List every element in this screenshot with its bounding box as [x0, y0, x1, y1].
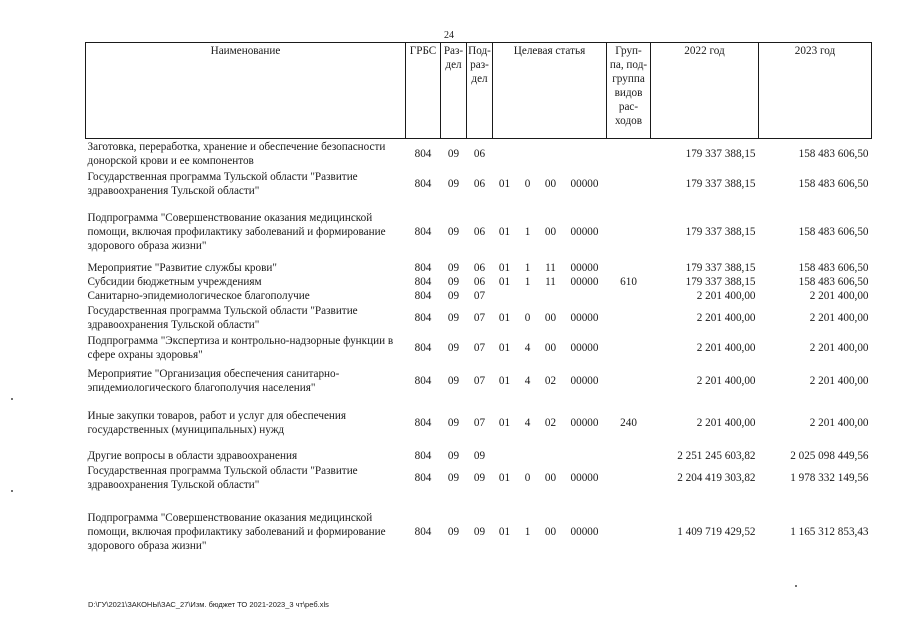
cell-razdel: 09 [447, 290, 460, 302]
table-row [86, 441, 872, 463]
cell-target-event [539, 441, 563, 463]
cell-amount-2022: 179 337 388,15 [685, 262, 756, 274]
cell-target-direction: 00000 [570, 342, 599, 354]
cell-target-program: 01 [498, 276, 511, 288]
header-grbs: ГРБС [406, 43, 441, 139]
cell-target-program: 01 [498, 526, 511, 538]
cell-target-program [493, 441, 517, 463]
cell-target-event: 00 [544, 312, 557, 324]
cell-razdel: 09 [447, 226, 460, 238]
cell-grbs: 804 [414, 417, 432, 429]
cell-target-event: 02 [544, 417, 557, 429]
cell-target-direction: 00000 [570, 417, 599, 429]
cell-name: Иные закупки товаров, работ и услуг для обеспечения государственных (муниципальных) нужд [87, 410, 347, 436]
cell-expense-group [607, 289, 651, 303]
cell-target-subprogram: 0 [524, 178, 531, 190]
cell-amount-2022: 2 204 419 303,82 [677, 472, 756, 484]
cell-amount-2022: 179 337 388,15 [685, 276, 756, 288]
cell-expense-group [607, 441, 651, 463]
cell-razdel: 09 [447, 375, 460, 387]
cell-expense-group [607, 303, 651, 333]
cell-amount-2022: 2 201 400,00 [696, 342, 756, 354]
table-row [86, 169, 872, 199]
cell-target-event: 00 [544, 178, 557, 190]
cell-target-subprogram: 0 [524, 312, 531, 324]
cell-razdel: 09 [447, 148, 460, 160]
cell-grbs: 804 [414, 226, 432, 238]
cell-target-program: 01 [498, 262, 511, 274]
cell-name: Государственная программа Тульской области "Развитие здравоохранения Тульской области" [87, 171, 358, 197]
header-razdel: Раз- дел [441, 43, 467, 139]
cell-target-program [493, 289, 517, 303]
cell-target-subprogram [517, 441, 539, 463]
cell-razdel: 09 [447, 450, 460, 462]
table-row [86, 289, 872, 303]
cell-expense-group [607, 169, 651, 199]
cell-name: Подпрограмма "Экспертиза и контрольно-надзорные функции в сфере охраны здоровья" [87, 335, 394, 361]
cell-target-subprogram [517, 289, 539, 303]
cell-target-event: 11 [545, 262, 556, 274]
cell-grbs: 804 [414, 312, 432, 324]
cell-expense-group [607, 363, 651, 399]
cell-podrazdel: 06 [473, 276, 486, 288]
cell-podrazdel: 09 [473, 450, 486, 462]
cell-name: Мероприятие "Развитие службы крови" [87, 262, 277, 274]
cell-podrazdel: 07 [473, 342, 486, 354]
cell-podrazdel: 06 [473, 262, 486, 274]
cell-amount-2023: 158 483 606,50 [798, 226, 869, 238]
cell-target-event [539, 139, 563, 170]
table-row [86, 493, 872, 557]
cell-podrazdel: 07 [473, 375, 486, 387]
cell-expense-group [607, 199, 651, 261]
cell-expense-group [607, 493, 651, 557]
cell-target-event: 02 [544, 375, 557, 387]
cell-podrazdel: 06 [473, 178, 486, 190]
cell-target-program: 01 [498, 375, 511, 387]
cell-podrazdel: 09 [473, 472, 486, 484]
table-row [86, 399, 872, 441]
table-body [86, 139, 872, 558]
table-row [86, 463, 872, 493]
cell-razdel: 09 [447, 262, 460, 274]
table-row [86, 261, 872, 275]
cell-razdel: 09 [447, 526, 460, 538]
header-year-2023: 2023 год [759, 43, 872, 139]
cell-target-subprogram: 0 [524, 472, 531, 484]
cell-grbs: 804 [414, 450, 432, 462]
cell-amount-2023: 158 483 606,50 [798, 276, 869, 288]
cell-name: Заготовка, переработка, хранение и обеспечение безопасности донорской крови и ее компонентов [87, 141, 386, 167]
cell-target-program: 01 [498, 226, 511, 238]
cell-grbs: 804 [414, 178, 432, 190]
cell-razdel: 09 [447, 312, 460, 324]
cell-target-program [493, 139, 517, 170]
cell-amount-2022: 2 201 400,00 [696, 417, 756, 429]
scan-speck [795, 585, 797, 587]
cell-amount-2022: 2 201 400,00 [696, 375, 756, 387]
cell-target-event: 00 [544, 226, 557, 238]
table-row [86, 333, 872, 363]
cell-amount-2023: 158 483 606,50 [798, 178, 869, 190]
cell-grbs: 804 [414, 472, 432, 484]
cell-expense-group [607, 463, 651, 493]
cell-target-subprogram: 1 [524, 526, 531, 538]
cell-target-program: 01 [498, 312, 511, 324]
cell-podrazdel: 09 [473, 526, 486, 538]
cell-target-subprogram [517, 139, 539, 170]
scan-speck [11, 398, 13, 400]
cell-podrazdel: 07 [473, 312, 486, 324]
cell-target-subprogram: 4 [524, 417, 531, 429]
cell-amount-2022: 179 337 388,15 [685, 226, 756, 238]
cell-target-subprogram: 4 [524, 342, 531, 354]
cell-name: Санитарно-эпидемиологическое благополучие [87, 290, 310, 302]
cell-expense-group: 610 [620, 276, 637, 288]
header-name: Наименование [86, 43, 406, 139]
cell-target-subprogram: 1 [524, 226, 531, 238]
scan-speck [11, 490, 13, 492]
table-row [86, 199, 872, 261]
header-year-2022: 2022 год [651, 43, 759, 139]
cell-grbs: 804 [414, 526, 432, 538]
cell-target-event: 00 [544, 342, 557, 354]
cell-target-direction: 00000 [570, 226, 599, 238]
header-podrazdel: Под- раз- дел [467, 43, 493, 139]
cell-target-subprogram: 1 [524, 262, 531, 274]
cell-expense-group [607, 333, 651, 363]
cell-amount-2022: 179 337 388,15 [685, 178, 756, 190]
cell-target-program: 01 [498, 417, 511, 429]
footer-file-path: D:\ГУ\2021\ЗАКОНЫ\ЗАС_27\Изм. бюджет ТО 2021-2023_3 чт\реб.xls [88, 600, 329, 609]
cell-target-direction [563, 441, 607, 463]
cell-grbs: 804 [414, 342, 432, 354]
table-row [86, 363, 872, 399]
budget-table [85, 42, 872, 557]
cell-target-subprogram: 1 [524, 276, 531, 288]
cell-target-direction: 00000 [570, 178, 599, 190]
cell-amount-2023: 158 483 606,50 [798, 148, 869, 160]
cell-razdel: 09 [447, 276, 460, 288]
cell-amount-2022: 1 409 719 429,52 [677, 526, 756, 538]
cell-amount-2023: 2 201 400,00 [809, 342, 869, 354]
page-number: 24 [444, 30, 454, 41]
cell-name: Государственная программа Тульской области "Развитие здравоохранения Тульской области" [87, 465, 358, 491]
cell-target-event: 11 [545, 276, 556, 288]
cell-amount-2023: 2 201 400,00 [809, 375, 869, 387]
cell-target-direction: 00000 [570, 526, 599, 538]
cell-target-direction: 00000 [570, 276, 599, 288]
cell-amount-2022: 2 201 400,00 [696, 312, 756, 324]
header-target: Целевая статья [493, 43, 607, 139]
cell-name: Субсидии бюджетным учреждениям [87, 276, 262, 288]
cell-grbs: 804 [414, 148, 432, 160]
cell-grbs: 804 [414, 262, 432, 274]
cell-target-direction: 00000 [570, 472, 599, 484]
table-row [86, 139, 872, 170]
table-header [86, 43, 872, 139]
cell-name: Другие вопросы в области здравоохранения [87, 450, 298, 462]
table-row [86, 303, 872, 333]
cell-razdel: 09 [447, 342, 460, 354]
cell-target-event: 00 [544, 472, 557, 484]
cell-podrazdel: 06 [473, 226, 486, 238]
cell-target-event: 00 [544, 526, 557, 538]
cell-grbs: 804 [414, 276, 432, 288]
cell-amount-2023: 2 025 098 449,56 [790, 450, 869, 462]
cell-target-direction: 00000 [570, 262, 599, 274]
cell-amount-2023: 2 201 400,00 [809, 290, 869, 302]
cell-amount-2023: 2 201 400,00 [809, 417, 869, 429]
header-group: Груп- па, под- группа видов рас- ходов [607, 43, 651, 139]
cell-name: Государственная программа Тульской области "Развитие здравоохранения Тульской области" [87, 305, 358, 331]
cell-target-program: 01 [498, 342, 511, 354]
cell-amount-2023: 158 483 606,50 [798, 262, 869, 274]
cell-target-direction: 00000 [570, 375, 599, 387]
cell-name: Мероприятие "Организация обеспечения санитарно-эпидемиологического благополучия населения" [87, 368, 340, 394]
cell-amount-2023: 1 978 332 149,56 [790, 472, 869, 484]
cell-amount-2022: 179 337 388,15 [685, 148, 756, 160]
cell-target-direction: 00000 [570, 312, 599, 324]
cell-razdel: 09 [447, 472, 460, 484]
cell-podrazdel: 07 [473, 290, 486, 302]
cell-name: Подпрограмма "Совершенствование оказания медицинской помощи, включая профилактику заболеваний и формирование здорового образа жизни" [87, 512, 386, 552]
cell-target-subprogram: 4 [524, 375, 531, 387]
cell-target-event [539, 289, 563, 303]
cell-expense-group: 240 [620, 417, 637, 429]
cell-podrazdel: 07 [473, 417, 486, 429]
cell-target-program: 01 [498, 472, 511, 484]
cell-expense-group [607, 261, 651, 275]
cell-target-direction [563, 289, 607, 303]
cell-razdel: 09 [447, 417, 460, 429]
cell-grbs: 804 [414, 375, 432, 387]
table-row [86, 275, 872, 289]
cell-amount-2023: 1 165 312 853,43 [790, 526, 869, 538]
cell-razdel: 09 [447, 178, 460, 190]
cell-name: Подпрограмма "Совершенствование оказания медицинской помощи, включая профилактику заболеваний и формирование здорового образа жизни" [87, 212, 386, 252]
cell-amount-2023: 2 201 400,00 [809, 312, 869, 324]
cell-expense-group [607, 139, 651, 170]
cell-target-program: 01 [498, 178, 511, 190]
cell-amount-2022: 2 201 400,00 [696, 290, 756, 302]
cell-target-direction [563, 139, 607, 170]
cell-amount-2022: 2 251 245 603,82 [677, 450, 756, 462]
cell-grbs: 804 [414, 290, 432, 302]
cell-podrazdel: 06 [473, 148, 486, 160]
